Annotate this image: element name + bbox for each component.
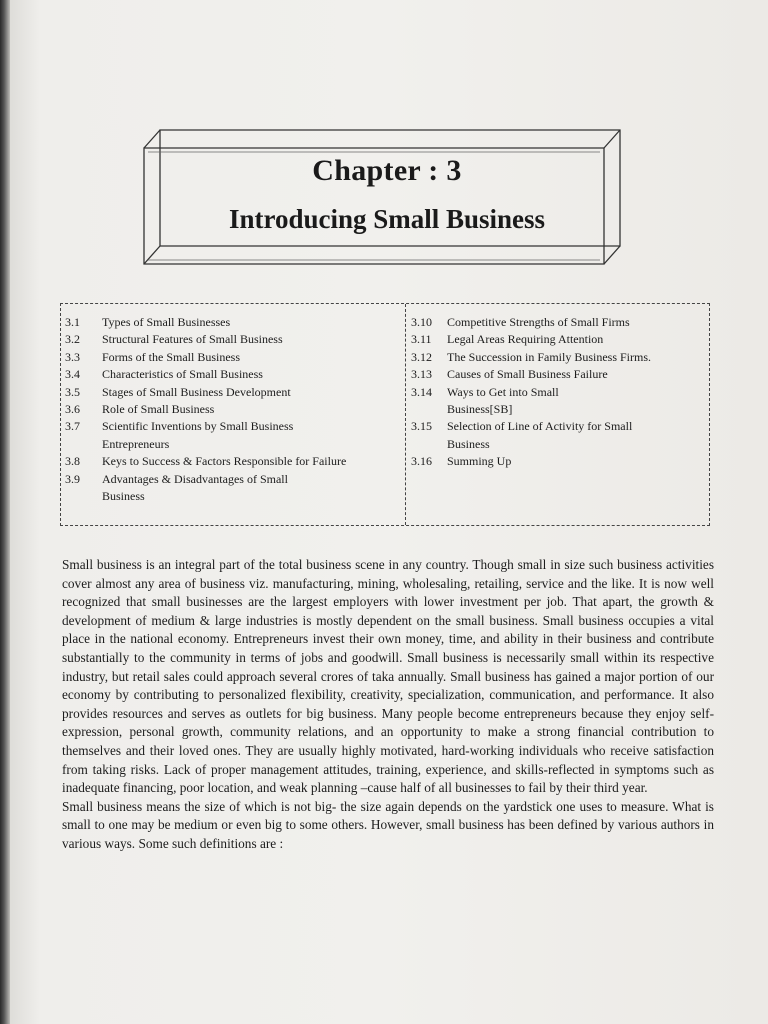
toc-label: Selection of Line of Activity for Small Business — [447, 419, 633, 451]
toc-label: Stages of Small Business Development — [102, 384, 291, 399]
body-paragraph: Small business is an integral part of the total business scene in any country. Though small in size such business activities cover almost any area of business viz. manufacturing, mining, wholesaling, retailing, service and the like. It is now well recognized that small businesses are the largest employers with lower investment per job. That apart, the growth & development of medium & large industries is mostly dependent on the small business. Small business occupies a vital place in the national economy. Entrepreneurs invest their own money, time, and ability in their business and contribute substantially to the community in terms of jobs and goodwill. Small business is necessarily small within its respective industry, but retail sales could approach several crores of taka annually. Small business has gained a major portion of our economy by contributing to personalized flexibility, creativity, specialization, communication, and performance. It also provides resources and serves as outlets for big business. Many people become entrepreneurs because they enjoy self-expression, personal growth, community relations, and an opportunity to make a strong financial contribution to themselves and their loved ones. They are usually highly motivated, hard-working individuals who receive satisfaction from taking risks. Lack of proper management attitudes, training, experience, and skills-reflected in symptoms such as inadequate financing, poor location, and weak planning –cause half of all businesses to fail by their third year. — [62, 557, 714, 796]
toc-right-column — [411, 314, 707, 471]
chapter-body — [62, 556, 714, 854]
toc-label: Keys to Success & Factors Responsible for Failure — [102, 454, 347, 469]
toc-item — [65, 471, 401, 506]
toc-item — [65, 401, 401, 418]
toc-item — [411, 349, 707, 366]
toc-label: Summing Up — [447, 454, 512, 469]
toc-number: 3.5 — [65, 384, 80, 399]
box-frame-graphic — [142, 128, 632, 268]
toc-label: Characteristics of Small Business — [102, 367, 263, 382]
toc-label: Forms of the Small Business — [102, 349, 241, 364]
toc-label: Scientific Inventions by Small Business Entrepreneurs — [102, 419, 294, 451]
chapter-number: Chapter : 3 — [312, 154, 462, 187]
toc-label: Role of Small Business — [102, 402, 215, 417]
toc-number: 3.14 — [411, 384, 432, 399]
toc-item — [411, 366, 707, 383]
toc-number: 3.6 — [65, 402, 80, 417]
toc-number: 3.8 — [65, 454, 80, 469]
toc-number: 3.9 — [65, 471, 80, 486]
toc-item — [65, 349, 401, 366]
toc-label: Causes of Small Business Failure — [447, 367, 608, 382]
toc-label: Competitive Strengths of Small Firms — [447, 315, 630, 329]
table-of-contents — [60, 303, 710, 526]
toc-item — [65, 384, 401, 401]
toc-number: 3.4 — [65, 367, 80, 382]
toc-label: Legal Areas Requiring Attention — [447, 332, 604, 347]
toc-item — [65, 453, 401, 470]
toc-number: 3.11 — [411, 332, 432, 347]
toc-item — [65, 331, 401, 348]
toc-item — [411, 331, 707, 348]
toc-label: Ways to Get into Small Business[SB] — [447, 384, 559, 417]
chapter-heading-box — [142, 128, 632, 268]
toc-column-divider — [405, 304, 406, 525]
toc-number: 3.1 — [65, 315, 80, 329]
toc-label: Structural Features of Small Business — [102, 332, 283, 347]
toc-number: 3.15 — [411, 419, 432, 434]
toc-item — [411, 314, 707, 331]
toc-number: 3.7 — [65, 419, 80, 434]
toc-number: 3.16 — [411, 454, 432, 469]
toc-label: The Succession in Family Business Firms. — [447, 349, 651, 364]
toc-item — [65, 366, 401, 383]
book-spine-shadow — [0, 0, 10, 1024]
toc-item — [65, 418, 401, 453]
toc-number: 3.2 — [65, 332, 80, 347]
toc-number: 3.3 — [65, 349, 80, 364]
toc-item — [411, 384, 707, 419]
body-paragraph: Small business means the size of which is not big- the size again depends on the yardstick one uses to measure. What is small to one may be medium or even big to some others. However, small business has been defined by various authors in various ways. Some such definitions are : — [62, 798, 714, 851]
toc-number: 3.13 — [411, 367, 432, 382]
chapter-title: Introducing Small Business — [228, 204, 546, 234]
toc-left-column — [65, 314, 401, 505]
toc-number: 3.12 — [411, 349, 432, 364]
toc-number: 3.10 — [411, 315, 432, 329]
toc-label: Advantages & Disadvantages of Small Business — [102, 471, 288, 504]
toc-item — [411, 418, 707, 453]
toc-item — [65, 314, 401, 331]
toc-label: Types of Small Businesses — [102, 315, 231, 329]
toc-item — [411, 453, 707, 470]
